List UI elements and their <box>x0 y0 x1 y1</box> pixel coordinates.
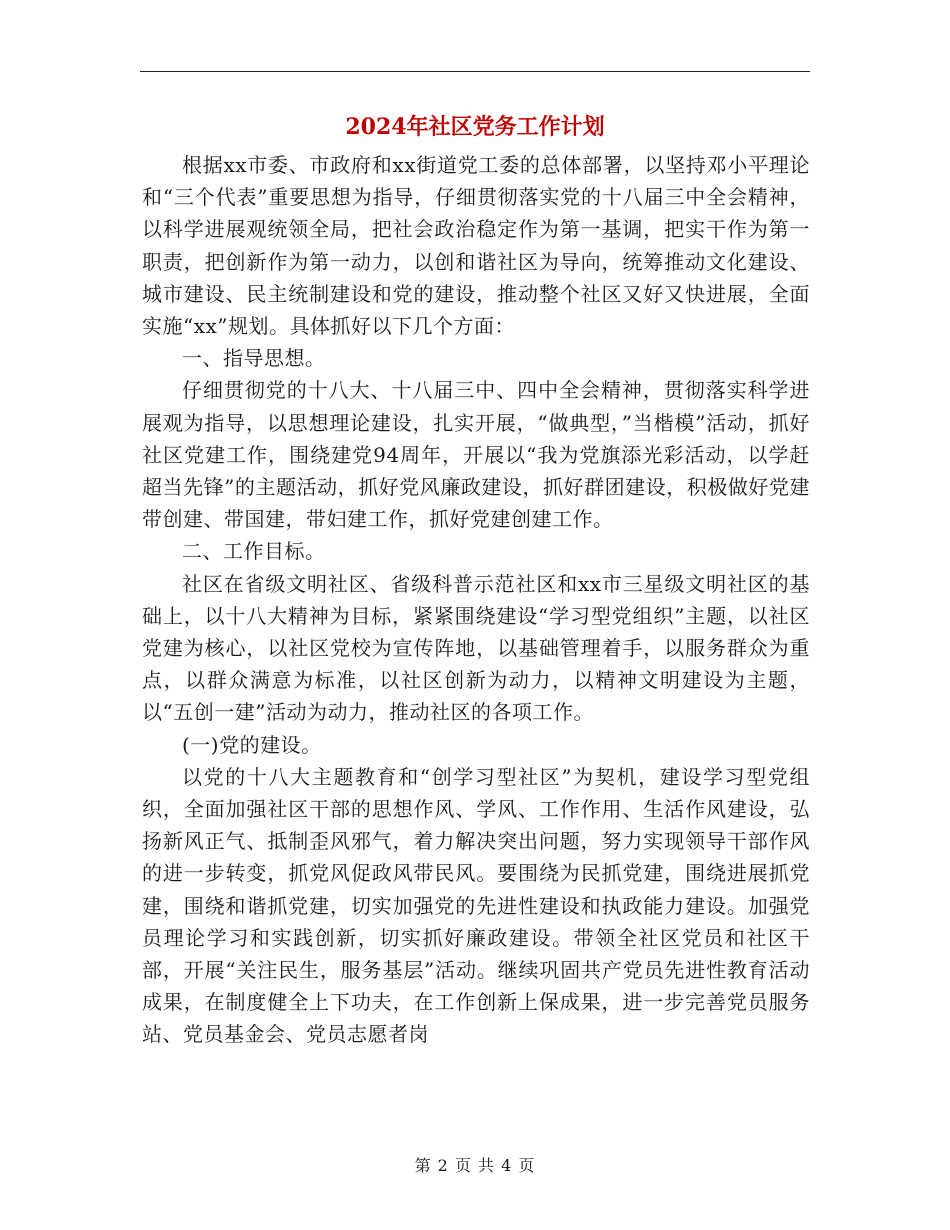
subsection-heading-party-building: (一)党的建设。 <box>182 732 322 757</box>
paragraph-work-goals: 社区在省级文明社区、省级科普示范社区和xx市三星级文明社区的基础上，以十八大精神为目标，紧紧围绕建设“学习型党组织”主题，以社区党建为核心，以社区党校为宣传阵地，以基础管理着手，以服务群众为重点，以群众满意为标准，以社区创新为动力，以精神文明建设为主题，以“五创一建”活动为动力，推动社区的各项工作。 <box>142 571 810 725</box>
document-title: 2024年社区党务工作计划 <box>345 114 605 140</box>
page-number: 第 2 页 共 4 页 <box>414 1156 536 1175</box>
document-body <box>142 149 810 1051</box>
section-heading-work-goals: 二、工作目标。 <box>182 539 326 564</box>
paragraph-intro: 根据xx市委、市政府和xx街道党工委的总体部署，以坚持邓小平理论和“三个代表”重要思想为指导，仔细贯彻落实党的十八届三中全会精神，以科学进展观统领全局，把社会政治稳定作为第一基调，把实干作为第一职责，把创新作为第一动力，以创和谐社区为导向，统筹推动文化建设、城市建设、民主统制建设和党的建设，推动整个社区又好又快进展，全面实施“xx”规划。具体抓好以下几个方面： <box>142 153 810 339</box>
header-rule <box>140 71 810 72</box>
paragraph-party-building: 以党的十八大主题教育和“创学习型社区”为契机，建设学习型党组织，全面加强社区干部的思想作风、学风、工作作用、生活作风建设，弘扬新风正气、抵制歪风邪气，着力解决突出问题，努力实现领导干部作风的进一步转变，抓党风促政风带民风。要围绕为民抓党建，围绕进展抓党建，围绕和谐抓党建，切实加强党的先进性建设和执政能力建设。加强党员理论学习和实践创新，切实抓好廉政建设。带领全社区党员和社区干部，开展“关注民生，服务基层”活动。继续巩固共产党员先进性教育活动成果，在制度健全上下功夫，在工作创新上保成果，进一步完善党员服务站、党员基金会、党员志愿者岗 <box>142 764 810 1047</box>
paragraph-guiding-ideology: 仔细贯彻党的十八大、十八届三中、四中全会精神，贯彻落实科学进展观为指导，以思想理论建设，扎实开展，“做典型，”当楷模”活动，抓好社区党建工作，围绕建党94周年，开展以“我为党旗添光彩活动，以学赶超当先锋”的主题活动，抓好党风廉政建设，抓好群团建设，积极做好党建带创建、带国建，带妇建工作，抓好党建创建工作。 <box>142 378 810 532</box>
section-heading-guiding-ideology: 一、指导思想。 <box>182 346 326 371</box>
